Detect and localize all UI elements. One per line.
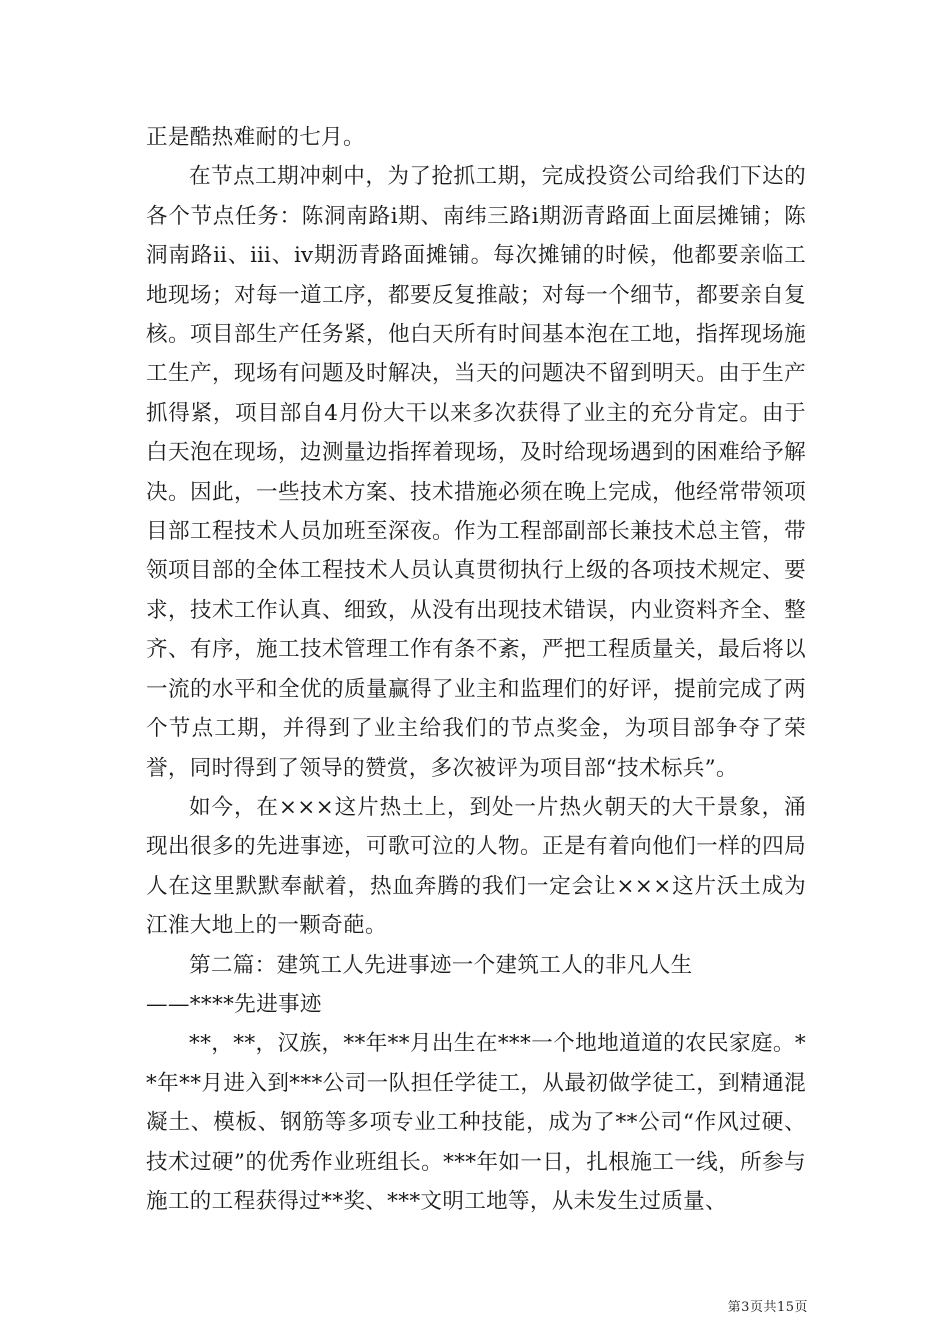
paragraph-continuation: 正是酷热难耐的七月。 xyxy=(146,125,365,150)
paragraph-worker-bio: **，**，汉族，**年**月出生在***一个地地道道的农民家庭。**年**月进入到***公司一队担任学徒工，从最初做学徒工，到精通混凝土、模板、钢筋等多项专业工种技能，成为了**公司“作风过硬、技术过硬”的优秀作业班组长。***年如一日，扎根施工一线，所参与施工的工程获得过**奖、***文明工地等，从未发生过质量、 xyxy=(146,1031,806,1214)
section-subheading: ——****先进事迹 xyxy=(146,991,322,1017)
page-number-footer: 第3页共15页 xyxy=(727,1300,808,1315)
document-body xyxy=(146,118,806,1221)
section-heading-part-two: 第二篇：建筑工人先进事迹一个建筑工人的非凡人生 xyxy=(189,952,693,978)
paragraph-node-schedule: 在节点工期冲刺中，为了抢抓工期，完成投资公司给我们下达的各个节点任务：陈洞南路ⅰ期、南纬三路ⅰ期沥青路面上面层摊铺；陈洞南路ⅱ、ⅲ、ⅳ期沥青路面摊铺。每次摊铺的时候，他都要亲临工地现场；对每一道工序，都要反复推敲；对每一个细节，都要亲自复核。项目部生产任务紧，他白天所有时间基本泡在工地，指挥现场施工生产，现场有问题及时解决，当天的问题决不留到明天。由于生产抓得紧，项目部自4月份大干以来多次获得了业主的充分肯定。由于白天泡在现场，边测量边指挥着现场，及时给现场遇到的困难给予解决。因此，一些技术方案、技术措施必须在晚上完成，他经常带领项目部工程技术人员加班至深夜。作为工程部副部长兼技术总主管，带领项目部的全体工程技术人员认真贯彻执行上级的各项技术规定、要求，技术工作认真、细致，从没有出现技术错误，内业资料齐全、整齐、有序，施工技术管理工作有条不紊，严把工程质量关，最后将以一流的水平和全优的质量赢得了业主和监理们的好评，提前完成了两个节点工期，并得到了业主给我们的节点奖金，为项目部争夺了荣誉，同时得到了领导的赞赏，多次被评为项目部“技术标兵”。 xyxy=(146,164,806,781)
paragraph-today: 如今，在×××这片热土上，到处一片热火朝天的大干景象，涌现出很多的先进事迹，可歌可泣的人物。正是有着向他们一样的四局人在这里默默奉献着，热血奔腾的我们一定会让×××这片沃土成为江淮大地上的一颗奇葩。 xyxy=(146,794,806,939)
